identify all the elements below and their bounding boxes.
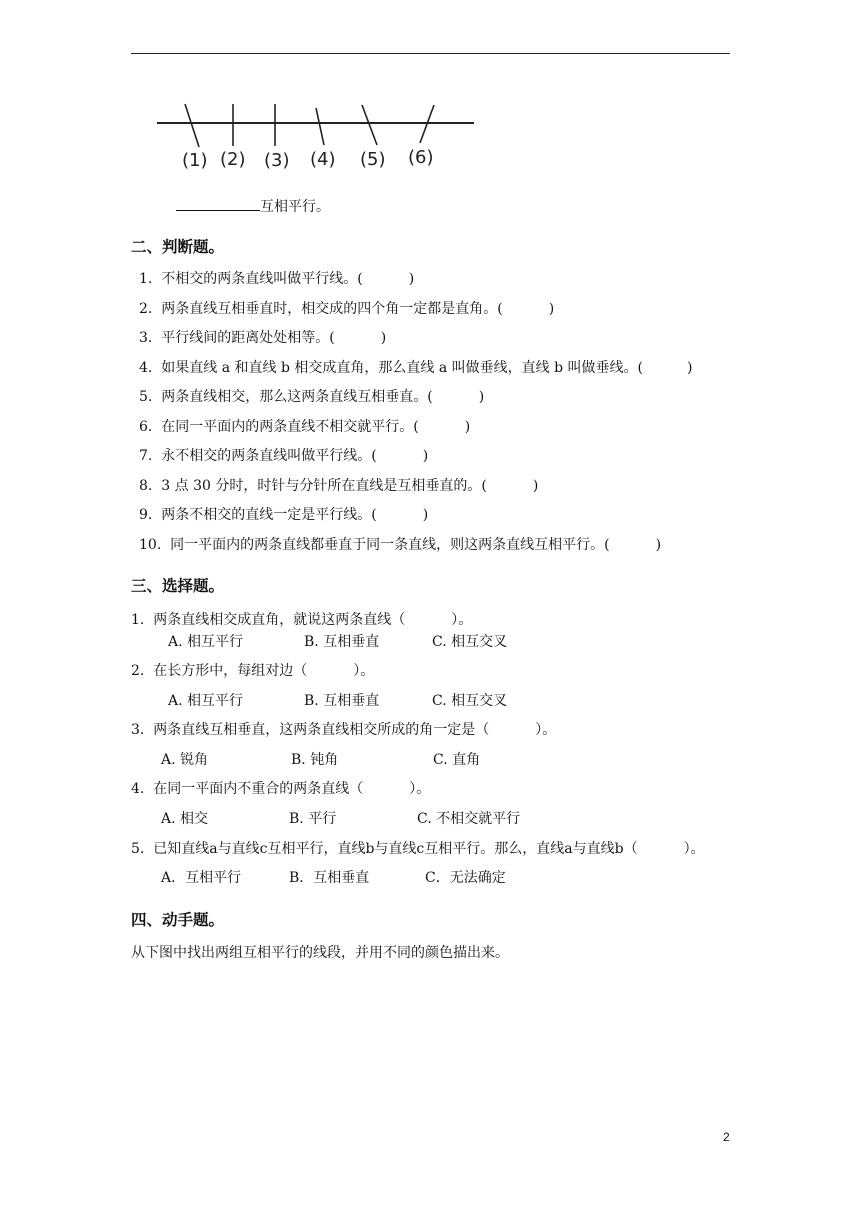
option-b[interactable]: B. 钝角 — [291, 752, 339, 768]
choice-options-1 — [168, 633, 507, 651]
item-number: 4. — [139, 360, 153, 376]
page-number: 2 — [723, 1130, 730, 1144]
item-text: 永不相交的两条直线叫做平行线。( — [161, 448, 377, 464]
header-rule — [131, 53, 730, 54]
section2-title: 二、判断题。 — [131, 237, 225, 256]
option-a[interactable]: A．互相平行 — [161, 870, 242, 886]
item-text: 不相交的两条直线叫做平行线。( — [161, 271, 363, 287]
choice-options-2 — [168, 692, 507, 710]
segment-4 — [316, 108, 324, 145]
judge-item-10 — [139, 536, 661, 554]
question-text: 在同一平面内不重合的两条直线（ — [153, 781, 364, 797]
choice-question-1 — [131, 611, 472, 629]
close-paren: ) — [422, 507, 429, 523]
option-b[interactable]: B．互相垂直 — [289, 870, 370, 886]
question-text: 在长方形中，每组对边（ — [153, 663, 308, 679]
judge-item-6 — [139, 418, 470, 436]
close-paren: ) — [532, 478, 539, 494]
option-a[interactable]: A. 锐角 — [161, 752, 209, 768]
item-number: 9. — [139, 507, 153, 523]
option-c[interactable]: C. 不相交就平行 — [417, 811, 521, 827]
question-number: 2. — [131, 663, 145, 679]
item-number: 3. — [139, 330, 153, 346]
item-text: 平行线间的距离处处相等。( — [161, 330, 335, 346]
item-number: 10. — [139, 537, 162, 553]
figure-label-3: (3) — [264, 150, 290, 171]
item-text: 两条直线互相垂直时，相交成的四个角一定都是直角。( — [161, 301, 503, 317]
option-c[interactable]: C. 直角 — [433, 752, 481, 768]
question-text: 两条直线互相垂直，这两条直线相交所成的角一定是（ — [153, 722, 490, 738]
close-paren: ）。 — [683, 841, 705, 857]
choice-question-5 — [131, 840, 705, 858]
close-paren: ) — [478, 389, 485, 405]
judge-item-7 — [139, 447, 428, 465]
segment-1 — [185, 104, 199, 147]
option-c[interactable]: C. 相互交叉 — [432, 693, 508, 709]
choice-question-3 — [131, 721, 556, 739]
option-b[interactable]: B. 互相垂直 — [304, 693, 380, 709]
judge-item-9 — [139, 506, 428, 524]
question-text: 已知直线a与直线c互相平行，直线b与直线c互相平行。那么，直线a与直线b（ — [153, 841, 638, 857]
question-text: 两条直线相交成直角，就说这两条直线（ — [153, 612, 406, 628]
option-a[interactable]: A. 相互平行 — [168, 693, 244, 709]
item-text: 同一平面内的两条直线都垂直于同一条直线，则这两条直线互相平行。( — [170, 537, 610, 553]
close-paren: ）。 — [535, 722, 557, 738]
item-text: 3 点 30 分时，时针与分针所在直线是互相垂直的。( — [161, 478, 487, 494]
item-text: 在同一平面内的两条直线不相交就平行。( — [161, 419, 419, 435]
choice-options-4 — [161, 810, 520, 828]
answer-blank[interactable] — [176, 197, 260, 211]
figure-label-4: (4) — [310, 149, 336, 170]
item-text: 如果直线 a 和直线 b 相交成直角，那么直线 a 叫做垂线，直线 b 叫做垂线。( — [161, 360, 643, 376]
section4-title: 四、动手题。 — [131, 910, 225, 929]
judge-item-2 — [139, 300, 554, 318]
item-text: 两条不相交的直线一定是平行线。( — [161, 507, 377, 523]
segment-5 — [362, 105, 377, 145]
fill-parallel-suffix: 互相平行。 — [260, 199, 330, 215]
close-paren: ) — [422, 448, 429, 464]
lines-figure — [150, 95, 480, 179]
section3-title: 三、选择题。 — [131, 576, 225, 595]
choice-options-3 — [161, 751, 480, 769]
option-a[interactable]: A. 相交 — [161, 811, 209, 827]
item-number: 2. — [139, 301, 153, 317]
judge-item-3 — [139, 329, 386, 347]
close-paren: ) — [380, 330, 387, 346]
item-number: 7. — [139, 448, 153, 464]
choice-question-2 — [131, 662, 374, 680]
close-paren: ）。 — [451, 612, 473, 628]
option-b[interactable]: B. 平行 — [289, 811, 337, 827]
question-number: 1. — [131, 612, 145, 628]
close-paren: ) — [548, 301, 555, 317]
item-number: 5. — [139, 389, 153, 405]
question-number: 5. — [131, 841, 145, 857]
choice-options-5 — [161, 869, 506, 887]
fill-parallel-line — [176, 197, 330, 216]
close-paren: ）。 — [409, 781, 431, 797]
question-number: 4. — [131, 781, 145, 797]
close-paren: ) — [686, 360, 693, 376]
judge-item-1 — [139, 270, 414, 288]
judge-item-8 — [139, 477, 538, 495]
option-c[interactable]: C．无法确定 — [425, 870, 506, 886]
figure-label-2: (2) — [220, 149, 246, 170]
item-number: 6. — [139, 419, 153, 435]
item-number: 1. — [139, 271, 153, 287]
figure-label-5: (5) — [360, 149, 386, 170]
option-c[interactable]: C. 相互交叉 — [432, 634, 508, 650]
item-text: 两条直线相交，那么这两条直线互相垂直。( — [161, 389, 433, 405]
figure-label-6: (6) — [408, 147, 434, 168]
choice-question-4 — [131, 780, 430, 798]
section4-instruction: 从下图中找出两组互相平行的线段，并用不同的颜色描出来。 — [131, 945, 509, 961]
close-paren: ) — [464, 419, 471, 435]
lines-figure-svg — [150, 95, 480, 175]
option-a[interactable]: A. 相互平行 — [168, 634, 244, 650]
judge-item-5 — [139, 388, 484, 406]
question-number: 3. — [131, 722, 145, 738]
close-paren: ）。 — [353, 663, 375, 679]
figure-label-1: (1) — [182, 150, 208, 171]
judge-item-4 — [139, 359, 692, 377]
item-number: 8. — [139, 478, 153, 494]
option-b[interactable]: B. 互相垂直 — [304, 634, 380, 650]
close-paren: ) — [655, 537, 662, 553]
close-paren: ) — [408, 271, 415, 287]
